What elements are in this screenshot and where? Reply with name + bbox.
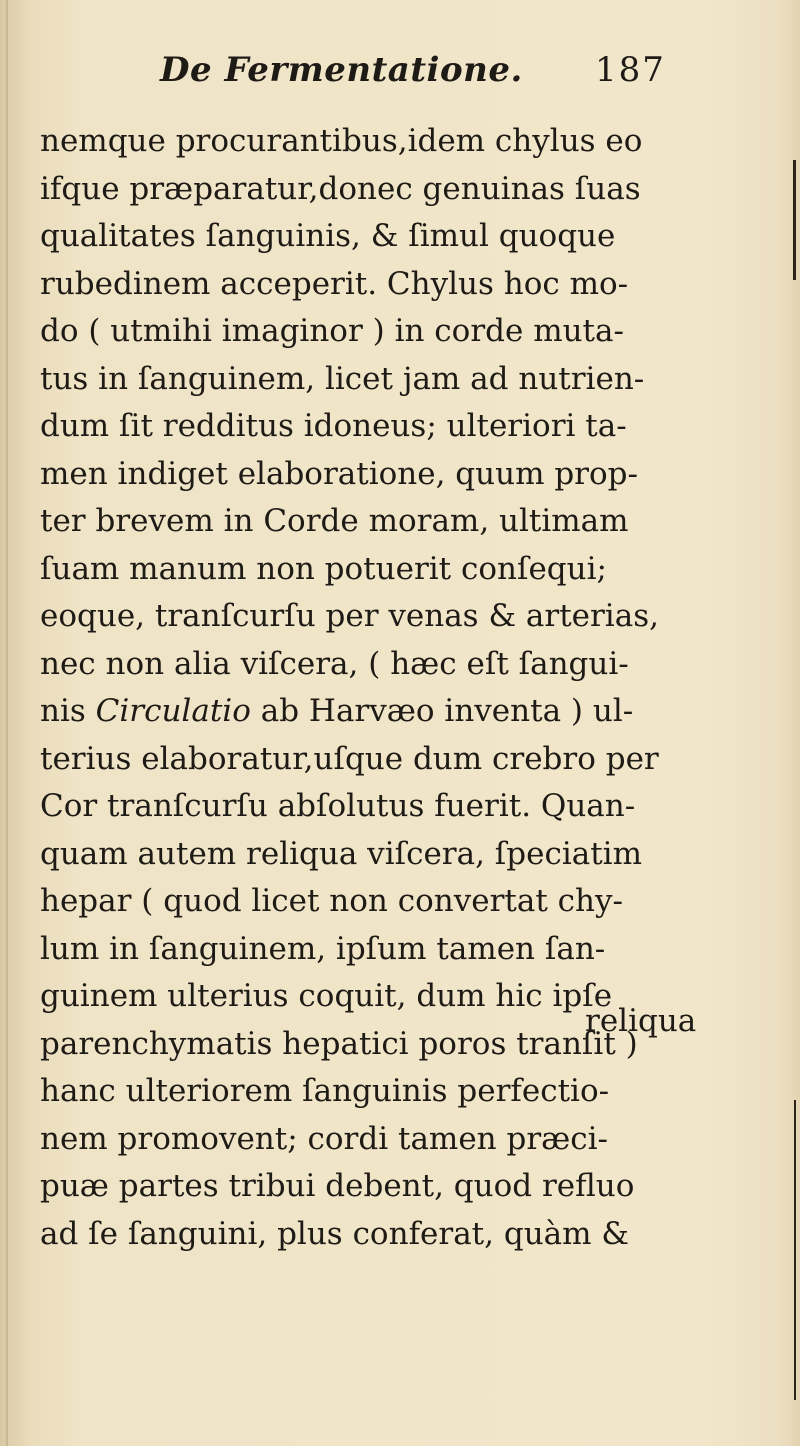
body-text [40, 118, 745, 1258]
text-line: ter brevem in Corde moram, ultimam [40, 503, 629, 539]
text-line: quam autem reliqua viſcera, ſpeciatim [40, 835, 642, 872]
page-edge-mark [794, 1100, 796, 1400]
text-line: nis Circulatio ab Harvæo inventa ) ul- [40, 693, 634, 729]
text-line: ad ſe ſanguini, plus conferat, quàm & [40, 1215, 629, 1252]
text-line: Cor tranſcurſu abſolutus fuerit. Quan- [40, 788, 636, 824]
text-line: ſuam manum non potuerit conſequi; [40, 550, 607, 587]
text-line: puæ partes tribui debent, quod refluo [40, 1168, 635, 1204]
page-header [160, 50, 720, 110]
page-number: 187 [595, 50, 666, 90]
text-line: eoque, tranſcurſu per venas & arterias, [40, 598, 659, 634]
text-line: hepar ( quod licet non convertat chy- [40, 883, 623, 919]
text-line: nemque procurantibus,idem chylus eo [40, 123, 643, 159]
text-line: nem promovent; cordi tamen præci- [40, 1120, 609, 1157]
text-line: guinem ulterius coquit, dum hic ipſe [40, 978, 613, 1014]
text-line: dum ſit redditus idoneus; ulteriori ta- [40, 408, 627, 444]
text-line: hanc ulteriorem ſanguinis perfectio- [40, 1073, 610, 1109]
text-line: men indiget elaboratione, quum prop- [40, 455, 638, 492]
gutter-shadow [6, 0, 8, 1446]
running-title: De Fermentatione. [160, 50, 523, 90]
text-line: do ( utmihi imaginor ) in corde muta- [40, 313, 624, 349]
catchword: reliqua [585, 1003, 697, 1039]
text-line: ifque præparatur,donec genuinas ſuas [40, 170, 641, 207]
page-edge-mark [793, 160, 796, 280]
text-line: terius elaboratur,uſque dum crebro per [40, 740, 659, 777]
text-line: nec non alia viſcera, ( hæc eſt ſangui- [40, 645, 629, 682]
text-line: rubedinem acceperit. Chylus hoc mo- [40, 265, 629, 302]
text-line: tus in ſanguinem, licet jam ad nutrien- [40, 360, 645, 397]
text-line: qualitates ſanguinis, & ſimul quoque [40, 218, 616, 254]
text-line: parenchymatis hepatici poros tranſit ) [40, 1025, 638, 1062]
text-line: lum in ſanguinem, ipſum tamen ſan- [40, 930, 606, 967]
